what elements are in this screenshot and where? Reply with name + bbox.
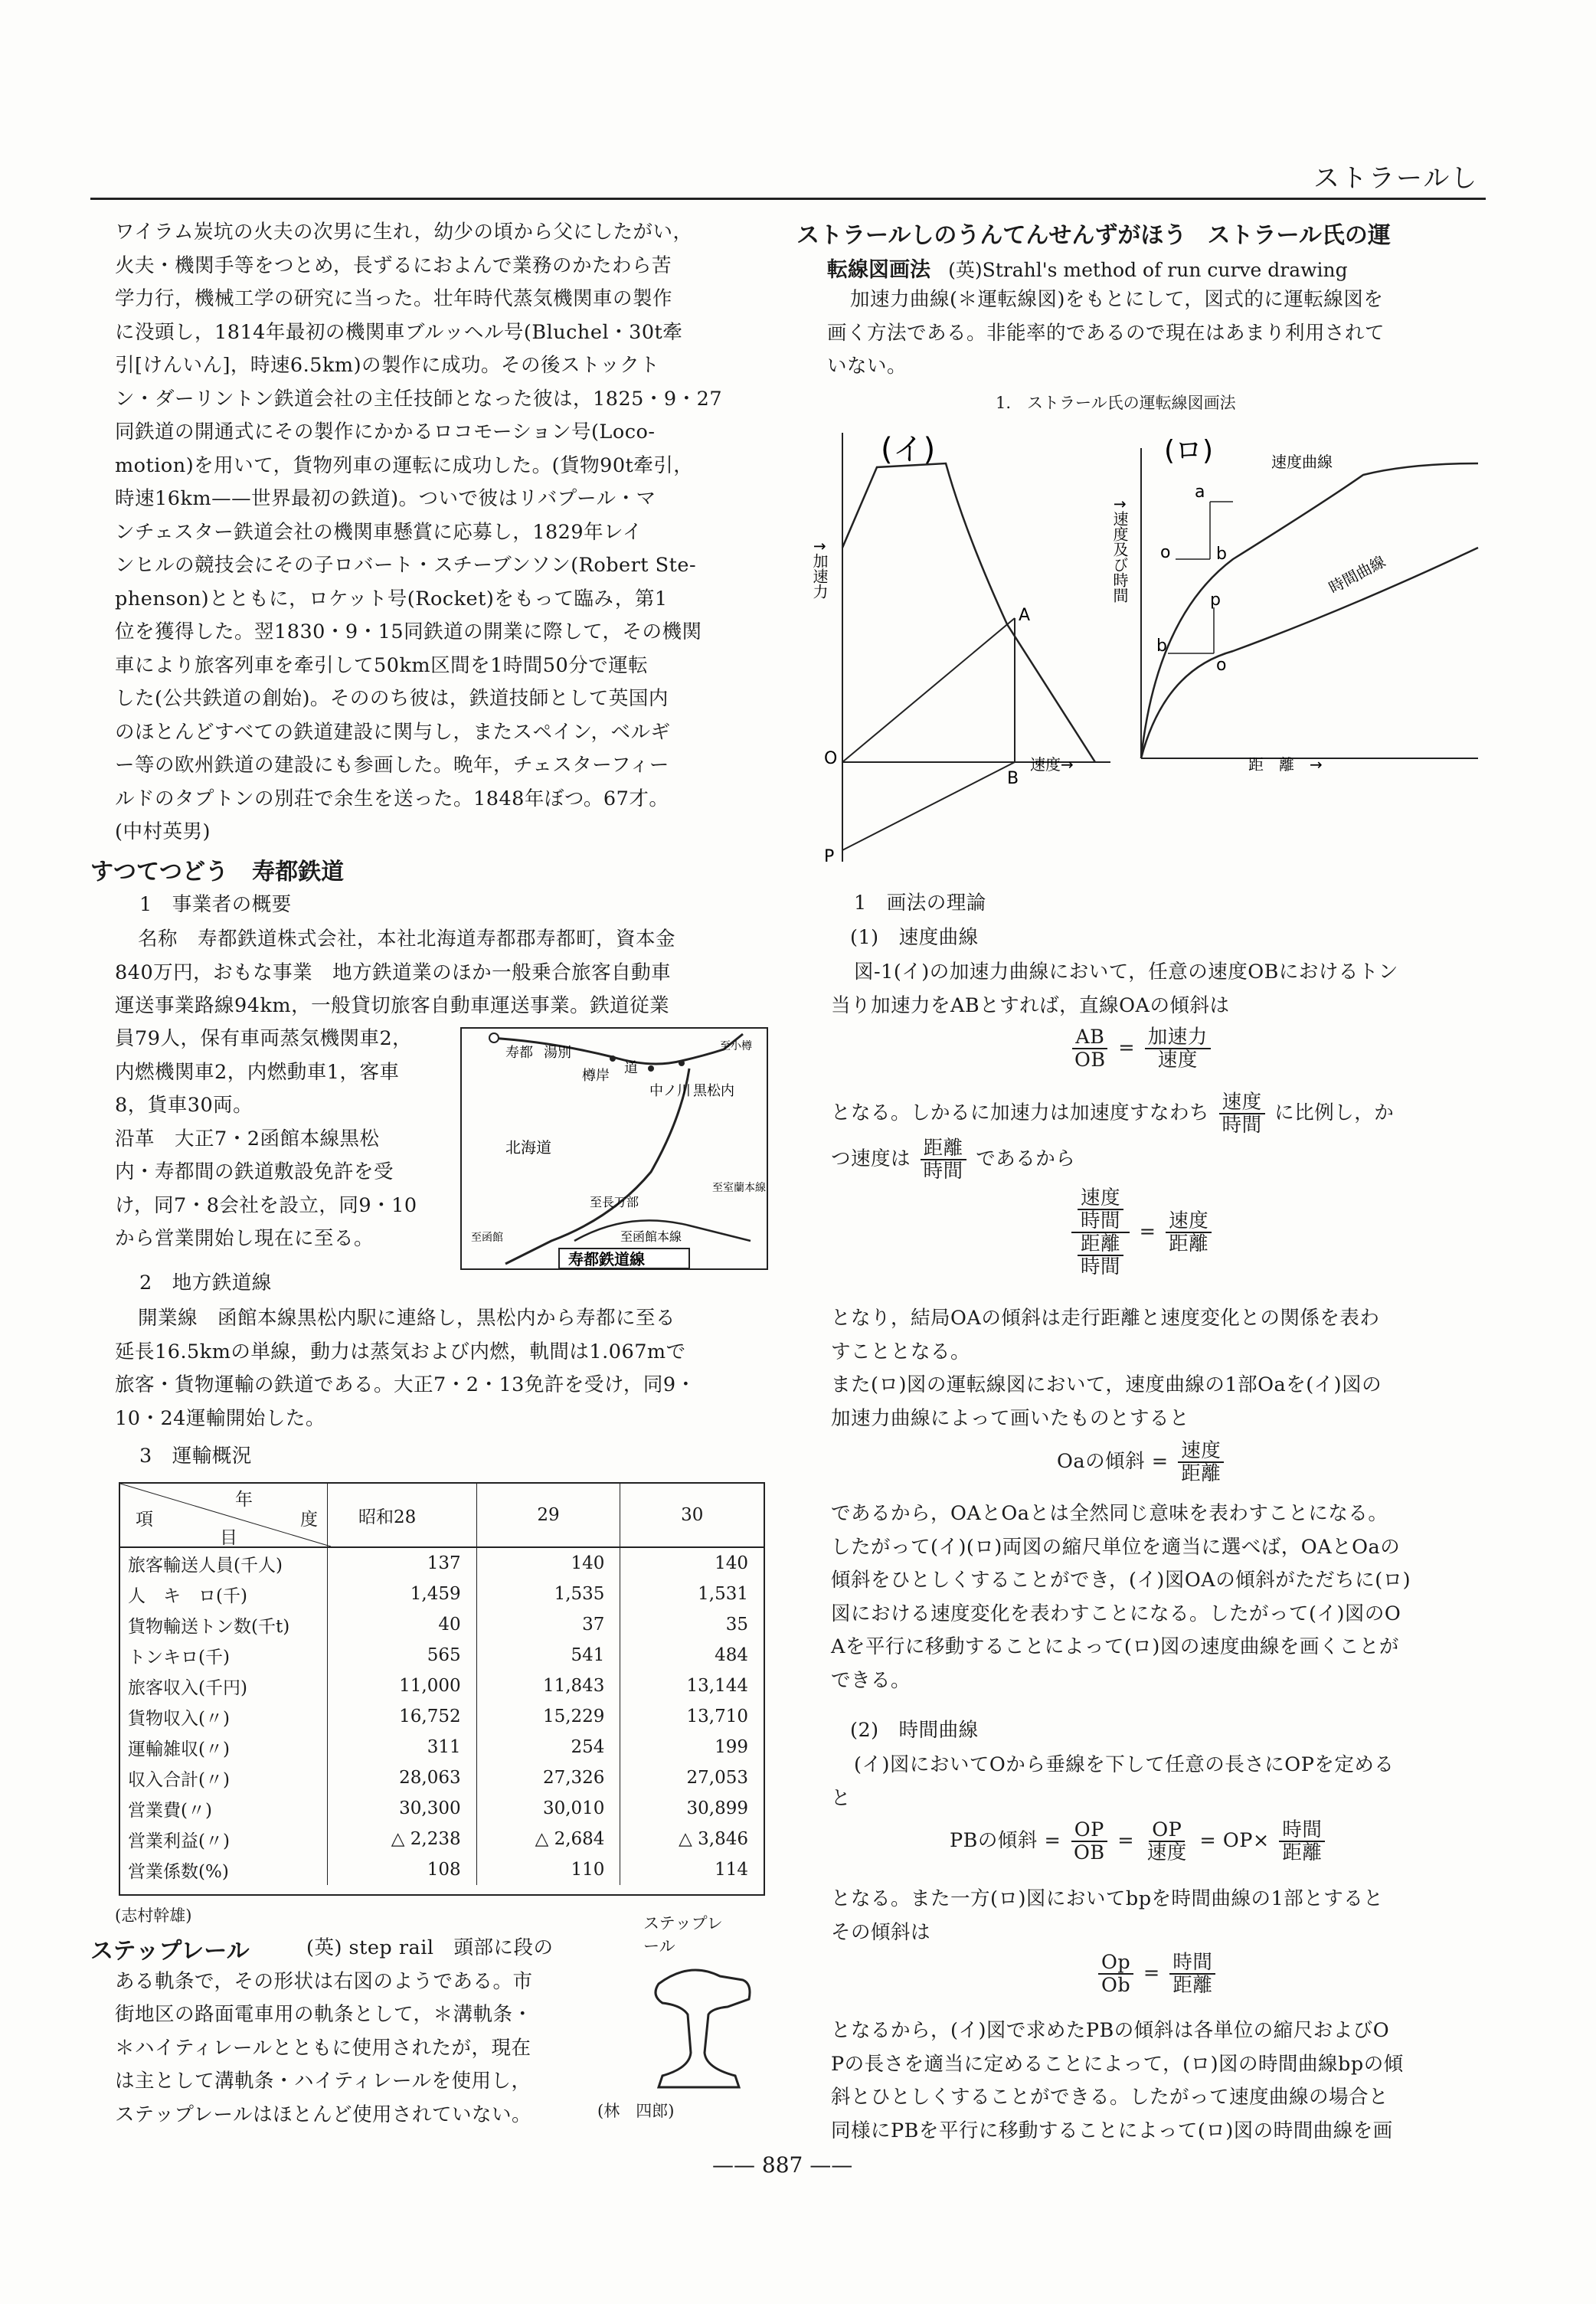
table-cell: △ 2,684 (476, 1824, 620, 1854)
table-cell: 16,752 (328, 1701, 477, 1732)
eq1: $\frac{AB}{OB}$ = $\frac{\text{加速力}}{\text{速度}}$ (1068, 1026, 1214, 1071)
eq4-rn: 速度 (1166, 1210, 1212, 1233)
suttsu-heading-kana: すつてつどう (90, 859, 228, 885)
eq6-n1: OP (1071, 1819, 1107, 1842)
transport-table (119, 1482, 765, 1896)
fig-ro-point-o2: o (1216, 656, 1227, 675)
speed-line-3a: つ速度は (831, 1147, 911, 1171)
sec3-title: 3 運輸概況 (139, 1445, 252, 1468)
speed1-line: 図-1(イ)の加速力曲線において，任意の速度OBにおけるトン (854, 961, 1398, 983)
fig-ro-axis-y: ↑速度及び時間 (1110, 498, 1129, 603)
step-figure-label-2: ール (643, 1937, 675, 1955)
speed5-line: したがって(イ)(ロ)両図の縮尺単位を適当に選べば，OAとOaの (831, 1535, 1401, 1559)
map-label-hakodate-line: 至函館本線 (620, 1229, 682, 1244)
table-cell: 11,843 (476, 1671, 620, 1701)
table-year-3: 30 (681, 1505, 704, 1525)
time2-line: となる。また一方(ロ)図においてbpを時間曲線の1部とすると (831, 1887, 1384, 1910)
fig-ro-label: (ロ) (1164, 435, 1214, 466)
fig-ro-point-a: a (1195, 483, 1205, 502)
page-number: —— 887 —— (712, 2152, 853, 2178)
table-row-label: 貨物収入(〃) (120, 1701, 328, 1732)
speed-line-2b: に比例し，か (1274, 1101, 1395, 1125)
stephenson-line: 同鉄道の開通式にその製作にかかるロコモーション号(Loco- (115, 421, 656, 443)
stephenson-line: に没頭し，1814年最初の機関車ブルッヘル号(Bluchel・30t牽 (115, 320, 683, 344)
table-row (120, 1854, 764, 1885)
map-label-oshamambe: 至長万部 (590, 1195, 639, 1209)
table-cell: 108 (328, 1854, 477, 1885)
eq6: PBの傾斜 = $\frac{OP}{OB}$ = $\frac{OP}{\text{速度}}$ = OP× $\frac{\text{時間}}{\text{距離}}$ (950, 1819, 1328, 1864)
map-label-hakodate: 至函館 (471, 1232, 503, 1244)
eq6-d3: 距離 (1282, 1841, 1323, 1865)
step-rail-line: は主として溝軌条・ハイティレールを使用し， (115, 2070, 531, 2093)
step-rail-line: ＊ハイティレールとともに使用されたが，現在 (115, 2036, 531, 2060)
sec2-line: 開業線 函館本線黒松内駅に連絡し，黒松内から寿都に至る (138, 1307, 676, 1330)
eq4: $\frac{\frac{\text{速度}}{\text{時間}}}{\frac{\text{距離}}{\text{時間}}}$ = $\frac{\text{速度}}{\text{距離}}$ (1068, 1187, 1215, 1278)
table-row-label: 営業利益(〃) (120, 1824, 328, 1854)
sec1-line: 運送事業路線94km，一般貸切旅客自動車運送事業。鉄道従業 (115, 994, 670, 1017)
author-nakamura: (中村英男) (115, 820, 211, 843)
speed5-line: であるから，OAとOaとは全然同じ意味を表わすことになる。 (831, 1502, 1388, 1525)
speed5-line: 図における速度変化を表わすことになる。したがって(イ)図のO (831, 1602, 1401, 1625)
speed-text-5 (831, 1497, 1497, 1697)
step-rail-line: 街地区の路面電車用の軌条として，＊溝軌条・ (115, 2003, 533, 2026)
stephenson-line: した(公共鉄道の創始)。そののち彼は，鉄道技師として英国内 (115, 687, 669, 710)
table-row (120, 1609, 764, 1640)
fig-i-axis-y: ↑加速力 (810, 540, 829, 599)
fig-ro-curve-speed: 速度曲線 (1271, 453, 1333, 471)
sec1-narrow-line: 内燃機関車2，内燃動車1，客車 (115, 1060, 400, 1084)
table-row (120, 1547, 764, 1579)
table-row-label: 営業係数(%) (120, 1854, 328, 1885)
fig-i-point-o: O (824, 749, 838, 768)
table-row (120, 1732, 764, 1762)
stephenson-line: ー等の欧州鉄道の建設にも参画した。晩年，チェスターフィー (115, 754, 669, 777)
fig-ro-axis-x: 距 離 → (1248, 755, 1323, 774)
sec2-line: 10・24運輸開始した。 (115, 1406, 325, 1430)
figure-ro (1110, 417, 1486, 774)
sec1-narrow-line: 8，貨車30両。 (115, 1094, 253, 1117)
stephenson-line: ワイラム炭坑の火夫の次男に生れ，幼少の頃から父にしたがい， (115, 221, 693, 244)
strahl-heading-kana: ストラールしのうんてんせんずがほう (796, 222, 1187, 249)
table-row-label: トンキロ(千) (120, 1640, 328, 1671)
time3-line: Pの長さを適当に定めることによって，(ロ)図の時間曲線bpの傾 (831, 2052, 1404, 2076)
map-station-4: 道 (624, 1060, 638, 1076)
time-title: (2) 時間曲線 (850, 1719, 979, 1742)
time2-line: その傾斜は (831, 1920, 931, 1944)
step-rail-text (115, 1932, 651, 2132)
eq7-d2: 距離 (1172, 1974, 1213, 1998)
sec1-narrow-line: け，同7・8会社を設立，同9・10 (115, 1193, 417, 1217)
speed4-line: 加速力曲線によって画いたものとすると (831, 1406, 1190, 1430)
fig-ro-point-b2: b (1156, 637, 1167, 656)
table-cell: 114 (715, 1860, 748, 1880)
fig-ro-point-p: p (1210, 591, 1221, 610)
stephenson-line: 学力行，機械工学の研究に当った。壮年時代蒸気機関車の製作 (115, 287, 673, 310)
table-header-item: 項 (136, 1510, 153, 1530)
table-cell: 565 (328, 1640, 477, 1671)
figure-i (812, 417, 1118, 877)
time-text-3 (831, 2014, 1497, 2148)
table-header-degree: 度 (300, 1510, 318, 1530)
eq6-d2: 速度 (1146, 1841, 1187, 1865)
fig-i-point-b: B (1007, 769, 1019, 788)
eq7: $\frac{Op}{Ob}$ = $\frac{\text{時間}}{\text{距離}}$ (1095, 1952, 1218, 1996)
table-cell: 15,229 (476, 1701, 620, 1732)
speed5-line: 傾斜をひとしくすることができ，(イ)図OAの傾斜がただちに(ロ) (831, 1569, 1411, 1592)
eq4-rd: 距離 (1169, 1232, 1209, 1256)
eq3-d: 時間 (923, 1160, 963, 1183)
table-cell: 27,326 (476, 1762, 620, 1793)
speed5-line: Aを平行に移動することによって(ロ)図の速度曲線を画くことが (831, 1635, 1399, 1658)
eq6-n3: 時間 (1279, 1819, 1325, 1842)
fig-i-point-a: A (1019, 606, 1031, 625)
eq2-n: 速度 (1219, 1091, 1265, 1114)
table-row (120, 1793, 764, 1824)
table-year-1: 昭和28 (328, 1484, 477, 1547)
time1-line: と (831, 1786, 852, 1810)
author-hayashi: (林 四郎) (597, 2102, 675, 2120)
map-caption: 寿都鉄道線 (568, 1250, 645, 1268)
table-header-moku: 目 (220, 1528, 237, 1548)
table-row (120, 1824, 764, 1854)
table-row-label: 運輸雑収(〃) (120, 1732, 328, 1762)
table-cell: △ 3,846 (679, 1829, 748, 1849)
sec1-narrow-line: 員79人，保有車両蒸気機関車2， (115, 1027, 413, 1050)
suttsu-heading-kanji: 寿都鉄道 (252, 859, 345, 885)
eq4-nd: 時間 (1081, 1209, 1121, 1233)
sec2-title: 2 地方鉄道線 (139, 1271, 272, 1294)
table-row (120, 1701, 764, 1732)
speed-line-3b: であるから (976, 1147, 1076, 1171)
stephenson-line: motion)を用いて，貨物列車の運転に成功した。(貨物90t牽引， (115, 453, 694, 477)
eq4-dn: 距離 (1078, 1233, 1123, 1256)
eq6-mid: OP× (1222, 1829, 1270, 1853)
table-cell: 541 (476, 1640, 620, 1671)
sec1-text (115, 923, 766, 1023)
table-row-label: 旅客収入(千円) (120, 1671, 328, 1701)
strahl-intro-line: いない。 (827, 355, 908, 378)
map-station-3: 樽岸 (582, 1068, 610, 1084)
table-cell: 140 (715, 1553, 748, 1573)
stephenson-line: 車により旅客列車を牽引して50km区間を1時間50分で運転 (115, 653, 649, 677)
speed4-line: となり，結局OAの傾斜は走行距離と速度変化との関係を表わ (831, 1307, 1380, 1330)
sec1-narrow-line: から営業開始し現在に至る。 (115, 1227, 374, 1250)
table-row-label: 貨物輸送トン数(千t) (120, 1609, 328, 1640)
table-cell: △ 2,238 (328, 1824, 477, 1854)
table-cell: 28,063 (328, 1762, 477, 1793)
eq2-d: 時間 (1222, 1114, 1262, 1137)
speed-line-2a: となる。しかるに加速力は加速度すなわち (831, 1101, 1210, 1125)
step-rail-line: ある軌条で，その形状は右図のようである。市 (115, 1969, 533, 1993)
suttsu-heading (90, 853, 344, 886)
sec1-narrow-line: 沿革 大正7・2函館本線黒松 (115, 1127, 380, 1150)
theory-title: 1 画法の理論 (854, 892, 986, 915)
map-label-hokkaido: 北海道 (505, 1138, 551, 1157)
stephenson-line: 火夫・機関手等をつとめ，長ずるにおよんで業務のかたわら苦 (115, 254, 672, 277)
table-cell: 110 (476, 1854, 620, 1885)
table-cell: 35 (725, 1615, 748, 1635)
table-cell: 30,010 (476, 1793, 620, 1824)
table-cell: 40 (328, 1609, 477, 1640)
speed1-line: 当り加速力をABとすれば，直線OAの傾斜は (831, 993, 1230, 1017)
stephenson-line: ンヒルの競技会にその子ロバート・スチーブンソン(Robert Ste- (115, 554, 697, 577)
table-cell: 311 (328, 1732, 477, 1762)
sec1-line: 名称 寿都鉄道株式会社，本社北海道寿都郡寿都町，資本金 (138, 928, 676, 951)
speed5-line: できる。 (831, 1668, 911, 1692)
table-cell: 37 (476, 1609, 620, 1640)
speed-text-4 (831, 1302, 1497, 1435)
table-cell: 1,459 (328, 1579, 477, 1609)
table-cell: 1,531 (698, 1584, 748, 1604)
time3-line: となるから，(イ)図で求めたPBの傾斜は各単位の縮尺およびO (831, 2019, 1390, 2042)
time3-line: 斜とひとしくすることができる。したがって速度曲線の場合と (831, 2086, 1389, 2109)
strahl-heading-kanji-2: 転線図画法 (827, 258, 930, 282)
step-figure-label-1: ステップレ (643, 1914, 723, 1933)
table-row-label: 人 キ ロ(千) (120, 1579, 328, 1609)
eq6-lhs: PBの傾斜 (950, 1829, 1038, 1853)
stephenson-line: のほとんどすべての鉄道建設に関与し，またスペイン，ベルギ (115, 720, 671, 744)
strahl-heading-kanji-1: ストラール氏の運 (1207, 222, 1391, 249)
sec1-title: 1 事業者の概要 (139, 893, 292, 916)
fig-i-point-p: P (824, 847, 835, 866)
stephenson-entry-text (115, 216, 766, 816)
map-station-2: 湯別 (544, 1045, 571, 1061)
table-row-label: 収入合計(〃) (120, 1762, 328, 1793)
table-row (120, 1671, 764, 1701)
sec2-text (115, 1302, 766, 1435)
step-rail-line: ステップレールはほとんど使用されていない。 (115, 2103, 531, 2126)
sec1-line: 840万円，おもな事業 地方鉄道業のほか一般乗合旅客自動車 (115, 961, 672, 984)
fig-ro-point-b1: b (1216, 545, 1227, 564)
time1-line: (イ)図においてOから垂線を下して任意の長さにOPを定める (854, 1753, 1395, 1776)
strahl-intro (827, 283, 1493, 384)
map-label-otaru: 至小樽 (720, 1040, 752, 1052)
table-cell: 11,000 (328, 1671, 477, 1701)
eq6-d1: OB (1073, 1841, 1105, 1865)
table-cell: 199 (715, 1737, 748, 1757)
eq7-n2: 時間 (1169, 1952, 1215, 1975)
table-cell: 27,053 (686, 1768, 748, 1788)
table-cell: 254 (476, 1732, 620, 1762)
table-cell: 30,300 (328, 1793, 477, 1824)
speed-title: (1) 速度曲線 (850, 926, 979, 949)
table-cell: 13,710 (686, 1707, 748, 1726)
table-row (120, 1579, 764, 1609)
step-rail-line: (英) step rail 頭部に段の (306, 1936, 554, 1959)
time-text-1 (831, 1749, 1497, 1815)
map-label-muroran: 至室蘭本線 (712, 1182, 766, 1194)
eq6-n2: OP (1149, 1819, 1185, 1842)
table-cell: 140 (476, 1547, 620, 1579)
eq5-n: 速度 (1178, 1440, 1224, 1463)
stephenson-line: ンチェスター鉄道会社の機関車懸賞に応募し，1829年レイ (115, 520, 643, 544)
figure-caption: 1. ストラール氏の運転線図画法 (996, 394, 1236, 412)
strahl-heading (796, 216, 1391, 250)
time3-line: 同様にPBを平行に移動することによって(ロ)図の時間曲線を画 (831, 2119, 1393, 2142)
header-rule (90, 198, 1486, 200)
table-cell: 13,144 (686, 1676, 748, 1696)
stephenson-line: 引[けんいん]，時速6.5km)の製作に成功。その後ストックト (115, 354, 660, 377)
speed-text-1 (831, 956, 1497, 1023)
eq1-d1: OB (1074, 1049, 1106, 1072)
table-row (120, 1762, 764, 1793)
eq5-d: 距離 (1181, 1462, 1222, 1486)
strahl-heading-line2 (827, 253, 1348, 283)
fig-i-label: (イ) (881, 432, 936, 467)
sec1-narrow-line: 内・寿都間の鉄道敷設免許を受 (115, 1160, 394, 1183)
eq4-dd: 時間 (1081, 1255, 1121, 1279)
suttsu-route-map (460, 1026, 770, 1271)
fig-ro-point-o1: o (1160, 543, 1171, 562)
eq3-n: 距離 (921, 1137, 966, 1160)
table-year-2: 29 (476, 1484, 620, 1547)
sec2-line: 延長16.5kmの単線，動力は蒸気および内燃，軌間は1.067mで (115, 1340, 686, 1363)
stephenson-line: 時速16km——世界最初の鉄道)。ついで彼はリバプール・マ (115, 487, 656, 510)
sec2-line: 旅客・貨物運輸の鉄道である。大正7・2・13免許を受け，同9・ (115, 1373, 696, 1396)
eq5-lhs: Oaの傾斜 (1057, 1450, 1146, 1474)
eq1-n1: AB (1072, 1026, 1107, 1049)
stephenson-line: phenson)とともに，ロケット号(Rocket)をもって臨み，第1 (115, 587, 668, 610)
eq5: Oaの傾斜 = $\frac{\text{速度}}{\text{距離}}$ (1057, 1440, 1227, 1484)
table-row (120, 1640, 764, 1671)
speed4-line: また(ロ)図の運転線図において，速度曲線の1部Oaを(イ)図の (831, 1373, 1382, 1396)
table-cell: 1,535 (476, 1579, 620, 1609)
speed4-line: すこととなる。 (831, 1340, 971, 1363)
step-rail-heading: ステップレール (90, 1938, 250, 1965)
table-cell: 484 (715, 1645, 748, 1665)
fig-ro-curve-time: 時間曲線 (1326, 551, 1388, 597)
time-text-2 (831, 1883, 1497, 1949)
table-cell: 30,899 (686, 1798, 748, 1818)
eq7-n1: Op (1098, 1952, 1133, 1975)
stephenson-line: 位を獲得した。翌1830・9・15同鉄道の開業に際して，その機関 (115, 620, 702, 643)
strahl-intro-line: 画く方法である。非能率的であるので現在はあまり利用されて (827, 321, 1385, 345)
eq1-d2: 速度 (1157, 1049, 1198, 1072)
eq7-d1: Ob (1101, 1974, 1131, 1998)
strahl-intro-line: 加速力曲線(＊運転線図)をもとにして，図式的に運転線図を (850, 288, 1384, 311)
table-row-label: 営業費(〃) (120, 1793, 328, 1824)
eq1-n2: 加速力 (1145, 1026, 1211, 1049)
table-header-year: 年 (235, 1490, 253, 1510)
running-head: ストラールし (1313, 163, 1479, 194)
map-station-5: 中ノ川 (649, 1083, 691, 1099)
stephenson-line: ルドのタプトンの別荘で余生を送った。1848年ぼつ。67才。 (115, 787, 669, 810)
speed-line-3 (831, 1137, 1075, 1182)
stephenson-line: ン・ダーリントン鉄道会社の主任技師となった彼は，1825・9・27 (115, 387, 723, 411)
strahl-heading-en: (英)Strahl's method of run curve drawing (948, 259, 1348, 281)
eq4-nn: 速度 (1078, 1187, 1123, 1210)
author-shimura: (志村幹雄) (115, 1906, 192, 1925)
table-row-label: 旅客輸送人員(千人) (120, 1547, 328, 1579)
fig-i-axis-x: 速度→ (1030, 755, 1074, 774)
table-cell: 137 (328, 1547, 477, 1579)
sec1-narrow-text (115, 1023, 452, 1256)
speed-line-2 (831, 1091, 1394, 1136)
step-rail-figure (643, 1961, 758, 2095)
map-station-1: 寿都 (505, 1045, 533, 1061)
map-station-6: 黒松内 (693, 1083, 734, 1099)
